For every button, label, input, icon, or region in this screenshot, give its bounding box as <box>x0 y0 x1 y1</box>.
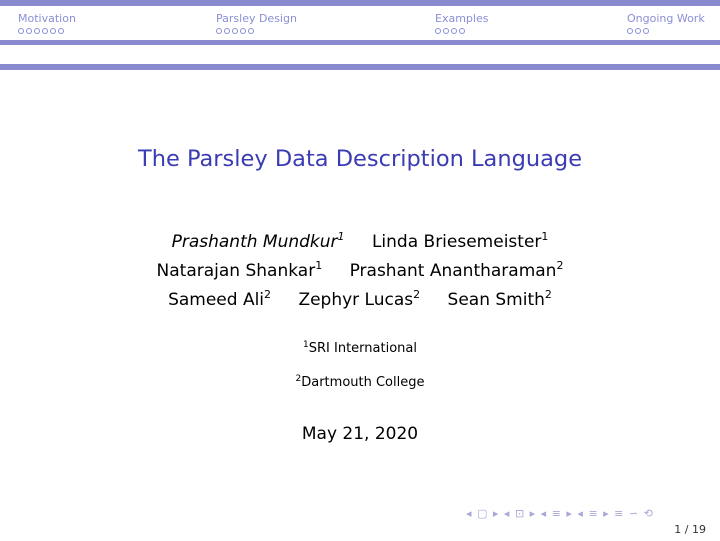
nav-section-parsley-design[interactable]: Parsley Design <box>216 12 297 34</box>
nav-dot[interactable] <box>232 28 238 34</box>
nav-dots <box>216 28 297 34</box>
nav-section-ongoing-work[interactable]: Ongoing Work <box>627 12 705 34</box>
nav-dot[interactable] <box>34 28 40 34</box>
author: Natarajan Shankar$^1$ <box>156 259 323 281</box>
section-navigation <box>0 6 720 40</box>
nav-dot[interactable] <box>216 28 222 34</box>
nav-dot[interactable] <box>459 28 465 34</box>
nav-section-motivation[interactable]: Motivation <box>18 12 76 34</box>
slide-title: The Parsley Data Description Language <box>137 146 583 172</box>
nav-dot[interactable] <box>627 28 633 34</box>
nav-dot[interactable] <box>224 28 230 34</box>
nav-dot[interactable] <box>451 28 457 34</box>
nav-dot[interactable] <box>435 28 441 34</box>
affiliation-dartmouth: $^2$Dartmouth College <box>295 374 425 390</box>
nav-dot[interactable] <box>58 28 64 34</box>
author-presenter: Prashanth Mundkur$^1$ <box>171 230 345 252</box>
author-row <box>0 228 720 257</box>
author: Linda Briesemeister$^1$ <box>371 230 549 252</box>
nav-dots <box>435 28 488 34</box>
presentation-date: May 21, 2020 <box>301 424 419 444</box>
subheader-bar <box>0 64 720 70</box>
nav-dots <box>18 28 76 34</box>
author: Sean Smith$^2$ <box>447 288 552 310</box>
author: Prashant Anantharaman$^2$ <box>349 259 564 281</box>
nav-dots <box>627 28 705 34</box>
nav-dot[interactable] <box>240 28 246 34</box>
nav-dot[interactable] <box>50 28 56 34</box>
nav-section-examples[interactable]: Examples <box>435 12 488 34</box>
nav-dot[interactable] <box>26 28 32 34</box>
beamer-navigation-symbols[interactable]: ◂ ▢ ▸ ◂ ⊡ ▸ ◂ ≡ ▸ ◂ ≡ ▸ ≡ ∽ ⟲ <box>466 507 654 520</box>
nav-divider-bar <box>0 40 720 45</box>
nav-dot[interactable] <box>443 28 449 34</box>
nav-dot[interactable] <box>643 28 649 34</box>
nav-dot[interactable] <box>42 28 48 34</box>
author-row <box>0 286 720 315</box>
nav-dot[interactable] <box>18 28 24 34</box>
affiliation-sri: $^1$SRI International <box>303 340 417 356</box>
author-row <box>0 257 720 286</box>
author: Zephyr Lucas$^2$ <box>298 288 421 310</box>
nav-dot[interactable] <box>248 28 254 34</box>
nav-dot[interactable] <box>635 28 641 34</box>
page-number: 1 / 19 <box>674 523 706 536</box>
author-list <box>0 228 720 315</box>
author: Sameed Ali$^2$ <box>168 288 272 310</box>
